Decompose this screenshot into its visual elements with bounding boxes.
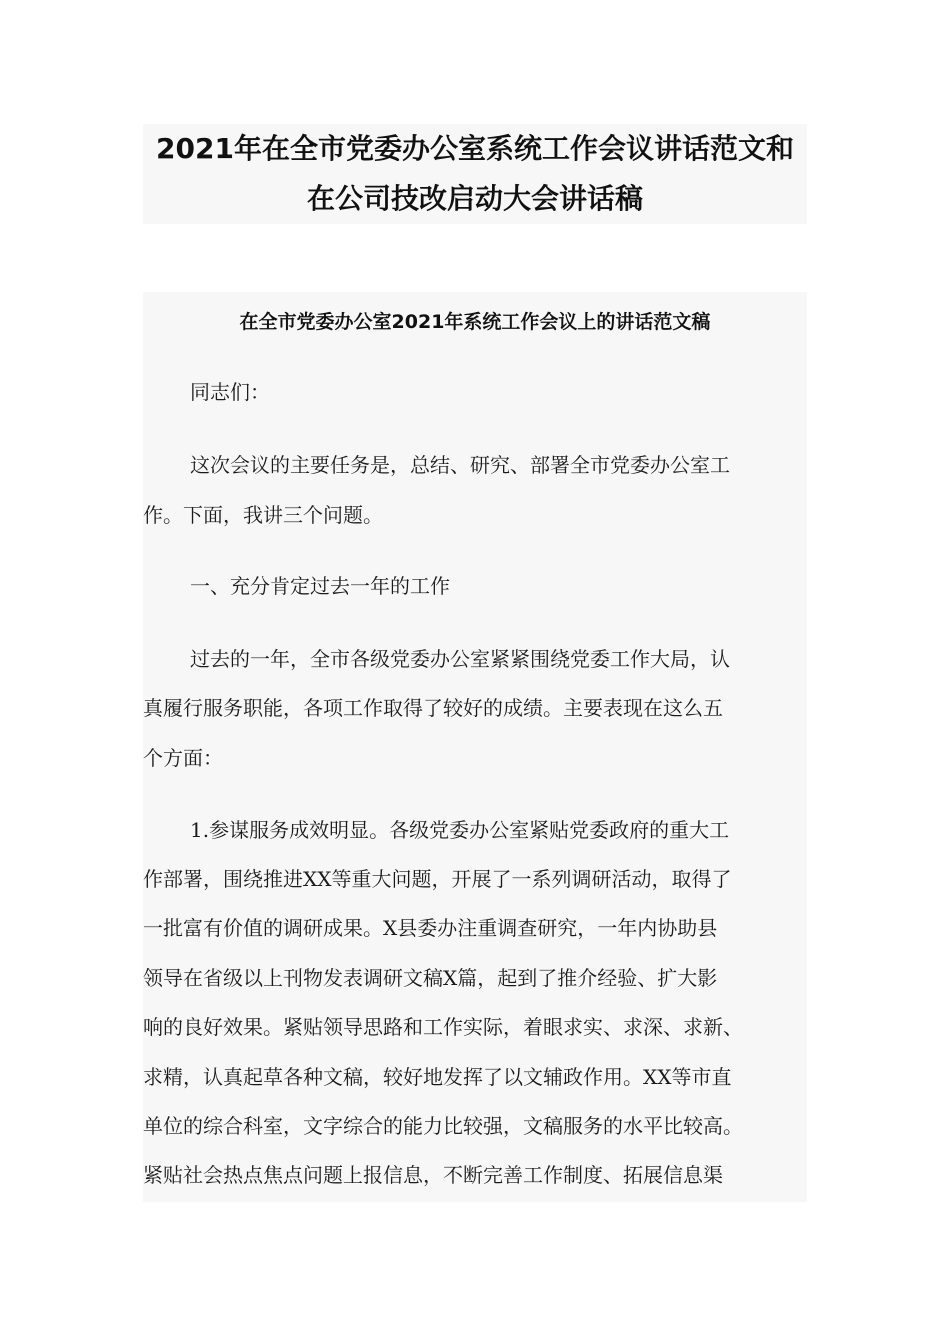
document-body: [143, 292, 807, 1202]
paragraph-line: 1.参谋服务成效明显。各级党委办公室紧贴党委政府的重大工: [190, 818, 730, 842]
title-line-2: 在公司技改启动大会讲话稿: [306, 182, 643, 215]
paragraph-line: 紧贴社会热点焦点问题上报信息，不断完善工作制度、拓展信息渠: [143, 1163, 723, 1187]
salutation: 同志们：: [190, 380, 270, 404]
paragraph-line: 求精，认真起草各种文稿，较好地发挥了以文辅政作用。XX等市直: [143, 1065, 732, 1089]
paragraph-line: 作。下面，我讲三个问题。: [143, 503, 383, 527]
paragraph-line: 单位的综合科室，文字综合的能力比较强，文稿服务的水平比较高。: [143, 1114, 743, 1138]
paragraph-line: 领导在省级以上刊物发表调研文稿X篇，起到了推介经验、扩大影: [143, 966, 718, 990]
paragraph-line: 作部署，围绕推进XX等重大问题，开展了一系列调研活动，取得了: [143, 867, 732, 891]
paragraph-line: 响的良好效果。紧贴领导思路和工作实际，着眼求实、求深、求新、: [143, 1015, 743, 1039]
title-line-1: 2021年在全市党委办公室系统工作会议讲话范文和: [156, 132, 794, 165]
paragraph-line: 真履行服务职能，各项工作取得了较好的成绩。主要表现在这么五: [143, 696, 723, 720]
paragraph-line: 过去的一年，全市各级党委办公室紧紧围绕党委工作大局，认: [190, 647, 730, 671]
paragraph-line: 一批富有价值的调研成果。X县委办注重调查研究，一年内协助县: [143, 916, 718, 940]
speech-subtitle: 在全市党委办公室2021年系统工作会议上的讲话范文稿: [239, 311, 711, 333]
paragraph-line: 个方面：: [143, 746, 223, 770]
paragraph-line: 这次会议的主要任务是，总结、研究、部署全市党委办公室工: [190, 453, 730, 477]
document-title: [143, 124, 807, 224]
section-heading: 一、充分肯定过去一年的工作: [190, 574, 450, 598]
